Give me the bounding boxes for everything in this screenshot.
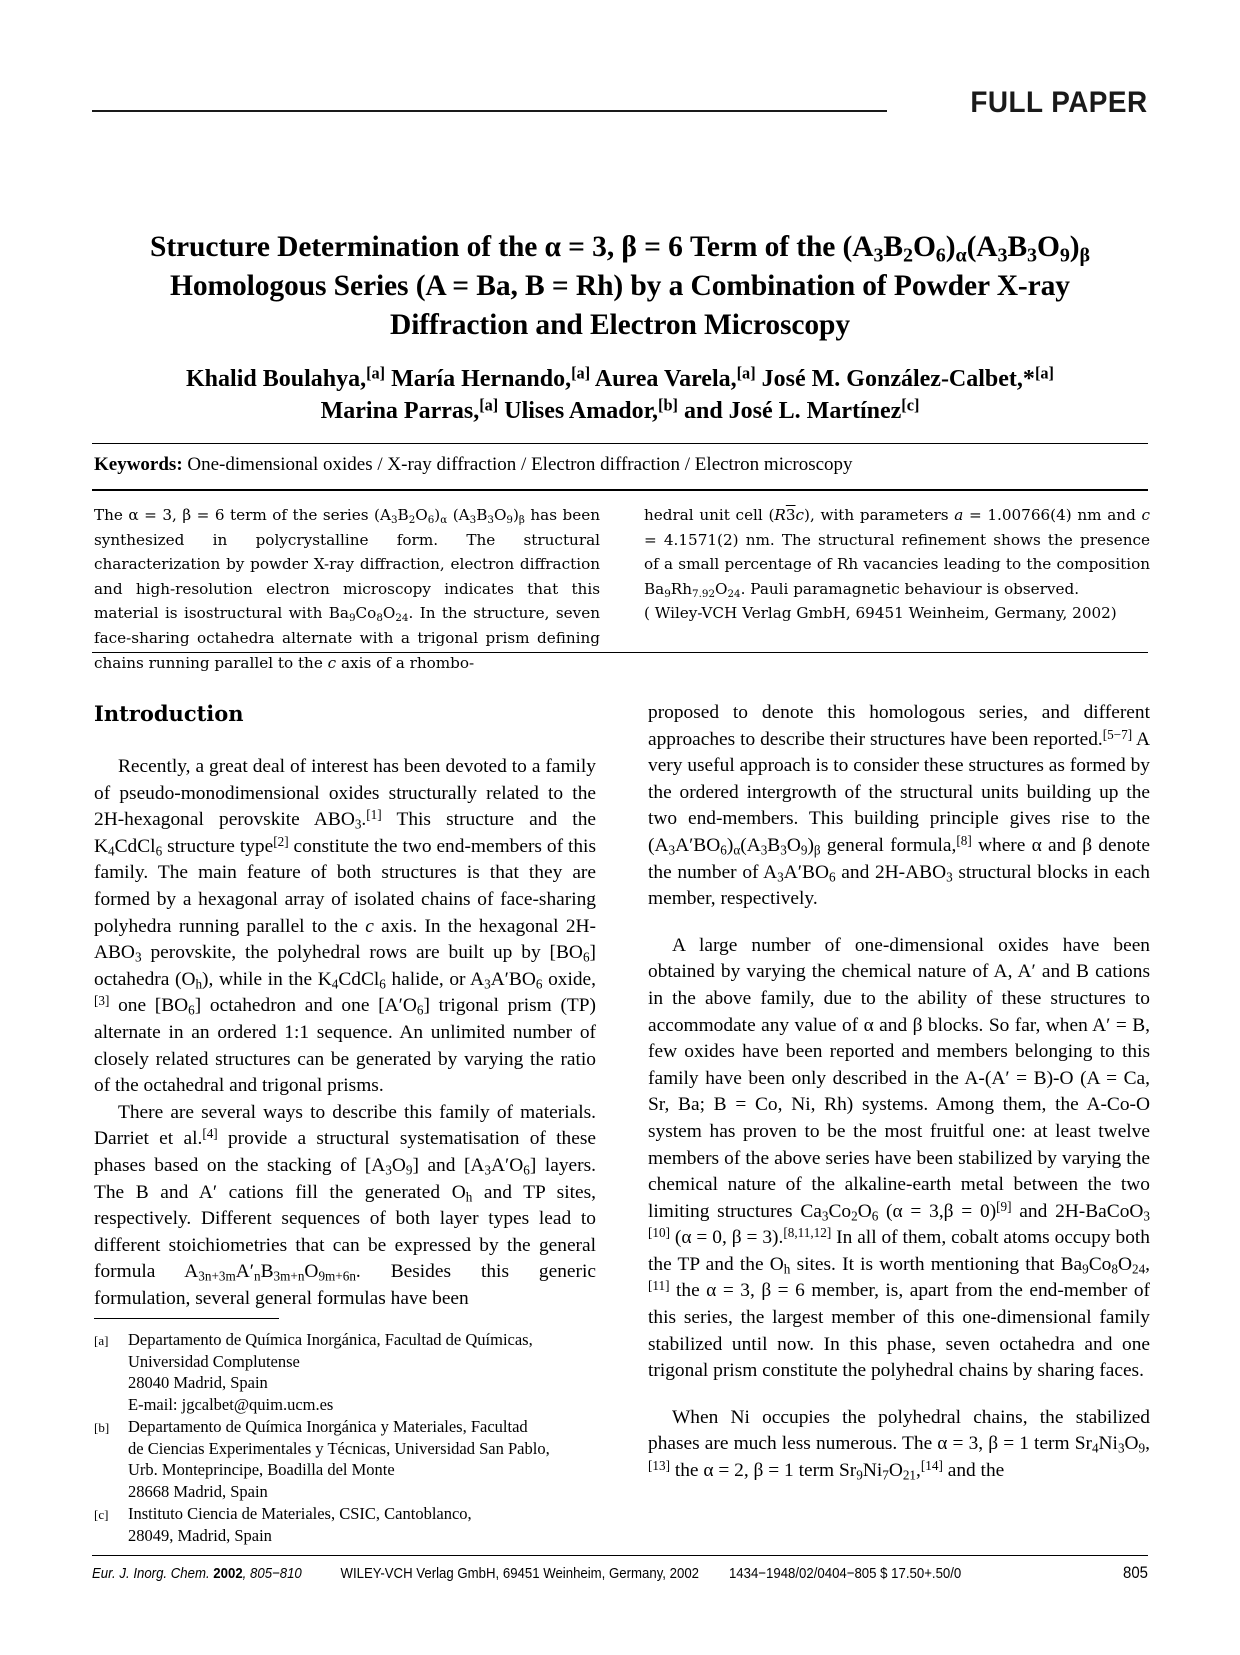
page-title — [92, 228, 1148, 345]
footnote-line: Departamento de Química Inorgánica, Facultad de Químicas, — [128, 1330, 533, 1349]
footnote-body — [128, 1329, 604, 1415]
author-list — [92, 363, 1148, 427]
keywords-line — [94, 452, 1150, 478]
body-column-right — [648, 700, 1150, 1485]
keywords-text: One-dimensional oxides / X-ray diffraction / Electron diffraction / Electron microscopy — [187, 454, 853, 475]
footer-journal-name: Eur. J. Inorg. Chem. — [92, 1565, 210, 1582]
footnote-item — [94, 1503, 604, 1546]
affiliation-footnotes — [94, 1318, 604, 1547]
author-line-2: Marina Parras,[a] Ulises Amador,[b] and José L. Martínez[c] — [320, 395, 920, 424]
author-line-1: Khalid Boulahya,[a] María Hernando,[a] Aurea Varela,[a] José M. González-Calbet,*[a] — [186, 363, 1054, 392]
footnote-body — [128, 1503, 604, 1546]
footnote-line: Urb. Monteprincipe, Boadilla del Monte — [128, 1460, 395, 1479]
footnote-mark: [b] — [94, 1420, 110, 1435]
footnote-email[interactable]: E-mail: jgcalbet@quim.ucm.es — [128, 1394, 334, 1414]
footnote-line: Universidad Complutense — [128, 1351, 300, 1371]
keywords-rule-top — [92, 443, 1148, 444]
footnote-item — [94, 1329, 604, 1415]
footnote-line: de Ciencias Experimentales y Técnicas, Universidad San Pablo, — [128, 1438, 550, 1458]
footnote-line: 28668 Madrid, Spain — [128, 1481, 268, 1501]
footer-rule — [92, 1555, 1148, 1556]
title-line-3: Diffraction and Electron Microscopy — [390, 309, 850, 341]
footer-journal-year: 2002 — [213, 1565, 243, 1582]
footnote-line: Departamento de Química Inorgánica y Materiales, Facultad — [128, 1417, 528, 1436]
footer-journal — [92, 1565, 302, 1582]
running-head-rule — [92, 110, 887, 112]
abstract-column-right: hedral unit cell (R3c), with parameters a = 1.00766(4) nm and c = 4.1571(2) nm. The structural refinement shows the presence of a small percentage of Rh vacancies leading to the composition $Ba_9Rh_{7.92}O_{24}$. Pauli paramagnetic behaviour is observed. ( Wiley-VCH Verlag GmbH, 69451 Weinheim, Germany, 2002) — [644, 506, 1150, 623]
title-line-1: Structure Determination of the α = 3, β = 6 Term of the $(A_3B_2O_6)_\alpha(A_3B_3O_9)_\beta$ — [150, 231, 1090, 267]
footnote-rule — [94, 1318, 279, 1319]
page-footer — [92, 1563, 1148, 1583]
title-line-2: Homologous Series (A = Ba, B = Rh) by a Combination of Powder X-ray — [170, 270, 1070, 302]
footer-page-number: 805 — [1123, 1563, 1148, 1582]
abstract-copyright: ( Wiley-VCH Verlag GmbH, 69451 Weinheim, Germany, 2002) — [644, 604, 1117, 623]
footnote-body — [128, 1416, 604, 1502]
footnote-mark: [a] — [94, 1333, 109, 1348]
abstract — [94, 503, 1150, 675]
abstract-rule-bottom — [92, 652, 1148, 653]
paragraph-right-1: proposed to denote this homologous series, and different approaches to describe their structures have been reported.[5−7] A very useful approach is to consider these structures as formed by the ordered intergrowth of the structural units building up the two end-members. This building principle gives rise to the $(A_3A'BO_6)_\alpha(A_3B_3O_9)_\beta$ general formula,[8] where α and β denote the number of $A_3A'BO_6$ and $2H-ABO_3$ structural blocks in each member, respectively. — [648, 702, 1151, 910]
paragraph-right-2: A large number of one-dimensional oxides have been obtained by varying the chemical nature of A, A′ and B cations in the above family, due to the ability of these structures to accommodate any value of α and β blocks. So far, when A′ = B, few oxides have been reported and members belonging to this family have been only described in the A-(A′ = B)-O (A = Ca, Sr, Ba; B = Co, Ni, Rh) systems. Among them, the A-Co-O system has proven to be the most fruitful one: at least twelve members of the above series have been stabilized by varying the chemical nature of the alkaline-earth metal between the two limiting structures $Ca_3Co_2O_6$ (α = 3,β = 0)[9] and 2H-BaCoO$_3$ [10] (α = 0, β = 3).[8,11,12] In all of them, cobalt atoms occupy both the TP and the $O_h$ sites. It is worth mentioning that $Ba_9Co_8O_{24},[11]$ the α = 3, β = 6 member, is, apart from the end-member of this series, the largest member of this one-dimensional family stabilized until now. In this phase, seven octahedra and one trigonal prism constitute the polyhedral chains by sharing faces. — [648, 934, 1151, 1382]
section-heading-introduction: Introduction — [94, 701, 244, 726]
footer-journal-pages: , 805−810 — [242, 1565, 302, 1582]
abstract-column-left: The α = 3, β = 6 term of the series $(A_3B_2O_6)_\alpha$ $(A_3B_3O_9)_\beta$ has been synthesized in polycrystalline form. The structural characterization by powder X-ray diffraction, electron diffraction and high-resolution electron microscopy indicates that this material is isostructural with $Ba_9Co_8O_{24}$. In the structure, seven face-sharing octahedra alternate with a trigonal prism defining chains running parallel to the c axis of a rhombo- — [94, 506, 600, 672]
footnote-mark: [c] — [94, 1507, 109, 1522]
keywords-label: Keywords: — [94, 454, 183, 475]
footer-publisher: WILEY-VCH Verlag GmbH, 69451 Weinheim, Germany, 2002 — [340, 1565, 700, 1582]
running-head-label: FULL PAPER — [970, 86, 1148, 119]
footer-issn: 1434−1948/02/0404−805 $ 17.50+.50/0 — [728, 1565, 962, 1582]
running-head — [92, 76, 1148, 120]
footnote-line: Instituto Ciencia de Materiales, CSIC, Cantoblanco, — [128, 1504, 472, 1523]
paragraph-left-2: There are several ways to describe this family of materials. Darriet et al.[4] provide a structural systematisation of these phases based on the stacking of $[A_3O_9]$ and $[A_3A'O_6]$ layers. The B and A′ cations fill the generated $O_h$ and TP sites, respectively. Different sequences of both layer types lead to different stoichiometries that can be expressed by the general formula $A_{3n+3m}A'_nB_{3m+n}O_{9m+6n}$. Besides this generic formulation, several general formulas have been — [94, 1101, 597, 1309]
keywords-rule-bottom — [92, 489, 1148, 491]
footnote-item — [94, 1416, 604, 1502]
footnote-line: 28049, Madrid, Spain — [128, 1525, 272, 1545]
paragraph-right-3: When Ni occupies the polyhedral chains, the stabilized phases are much less numerous. The α = 3, β = 1 term $Sr_4Ni_3O_9,[13]$ the α = 2, β = 1 term $Sr_9Ni_7O_{21},[14]$ and the — [648, 1406, 1150, 1483]
paragraph-left-1: Recently, a great deal of interest has been devoted to a family of pseudo-monodimensional oxides structurally related to the 2H-hexagonal perovskite $ABO_3.[1]$ This structure and the $K_4CdCl_6$ structure type[2] constitute the two end-members of this family. The main feature of both structures is that they are formed by a hexagonal array of isolated chains of face-sharing polyhedra running parallel to the c axis. In the hexagonal $2H-ABO_3$ perovskite, the polyhedral rows are built up by $[BO_6]$ octahedra $(O_h)$, while in the $K_4CdCl_6$ halide, or $A_3A'BO_6$ oxide,[3] one $[BO_6]$ octahedron and one $[A'O_6]$ trigonal prism (TP) alternate in an ordered 1:1 sequence. An unlimited number of closely related structures can be generated by varying the ratio of the octahedral and trigonal prisms. — [94, 756, 596, 1097]
footnote-line: 28040 Madrid, Spain — [128, 1373, 268, 1392]
